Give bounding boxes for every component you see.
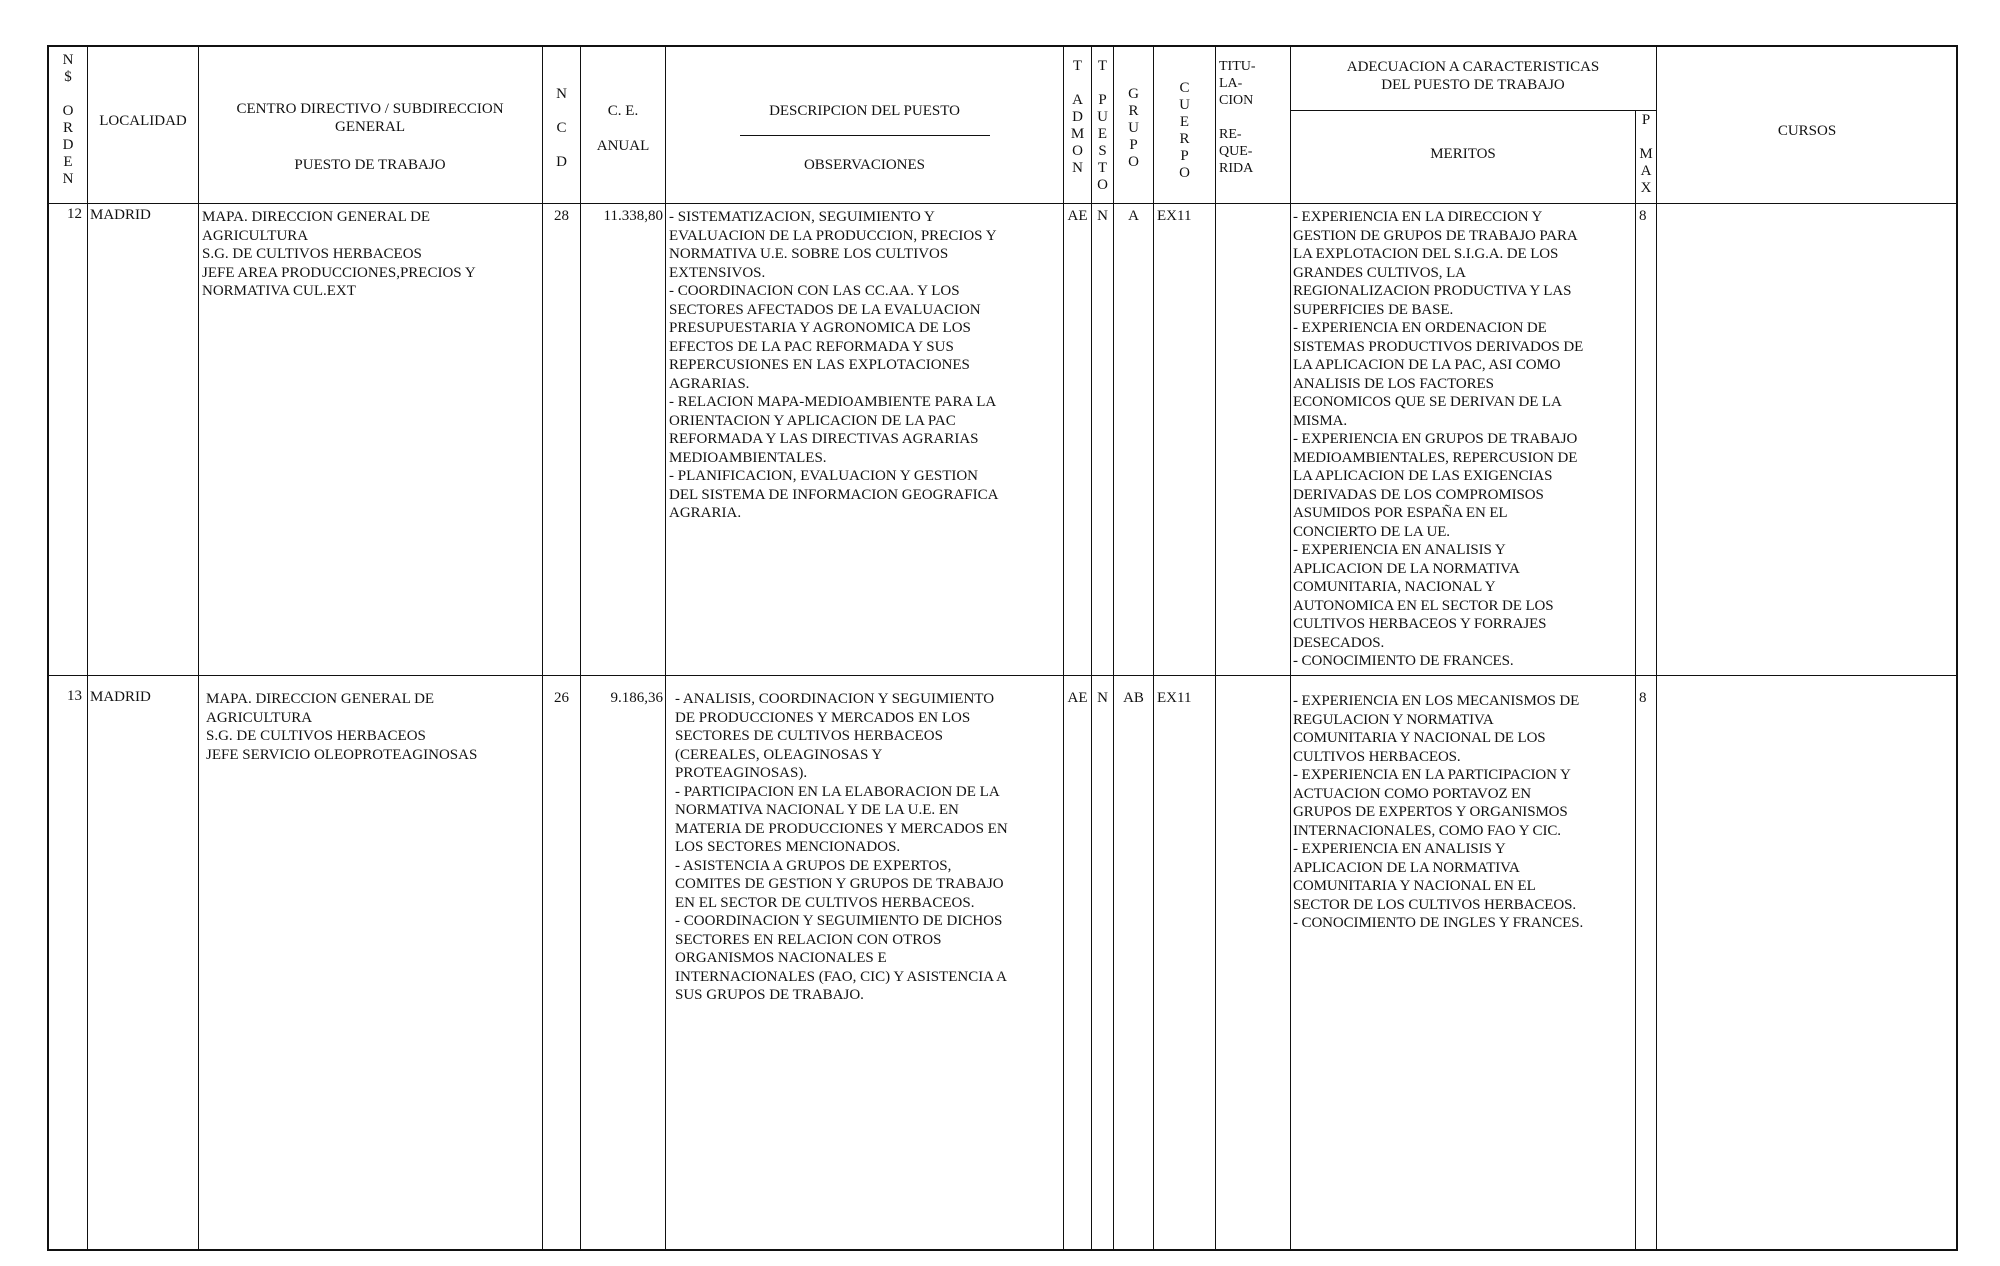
col-divider — [665, 45, 666, 1251]
header-meritos: MERITOS — [1430, 146, 1496, 162]
row-pmax: 8 — [1639, 208, 1647, 224]
row-tipo-admon: AE — [1067, 690, 1088, 706]
header-localidad: LOCALIDAD — [99, 113, 187, 129]
row-ce: 11.338,80 — [603, 208, 663, 224]
header-centro-directivo: CENTRO DIRECTIVO / SUBDIRECCION GENERAL — [236, 101, 504, 135]
row-descripcion: - ANALISIS, COORDINACION Y SEGUIMIENTO DE PRODUCCIONES Y MERCADOS EN LOS SECTORES DE CULTIVOS HERBACEOS (CEREALES, OLEAGINOSAS Y PROTEAGINOSAS). - PARTICIPACION EN LA ELABORACION DE LA NORMATIVA NACIONAL Y DE LA U.E. EN MATERIA DE PRODUCCIONES Y MERCADOS EN LOS SECTORES MENCIONADOS. - ASISTENCIA A GRUPOS DE EXPERTOS, COMITES DE GESTION Y GRUPOS DE TRABAJO EN EL SECTOR DE CULTIVOS HERBACEOS. - COORDINACION Y SEGUIMIENTO DE DICHOS SECTORES EN RELACION CON OTROS ORGANISMOS NACIONALES E INTERNACIONALES (FAO, CIC) Y ASISTENCIA A SUS GRUPOS DE TRABAJO. — [675, 691, 1008, 1003]
row-tipo-admon: AE — [1067, 208, 1088, 224]
row-tipo-puesto: N — [1097, 690, 1108, 706]
col-divider — [580, 45, 581, 1251]
row-divider — [1290, 110, 1656, 111]
row-localidad: MADRID — [90, 689, 151, 705]
header-observaciones: OBSERVACIONES — [803, 157, 926, 173]
row-ncd: 26 — [554, 690, 569, 706]
col-divider — [1091, 45, 1092, 1251]
col-divider — [1063, 45, 1064, 1251]
header-ncd: N C D — [556, 86, 567, 170]
header-pmax: P M A X — [1639, 112, 1653, 196]
row-divider — [47, 675, 1958, 676]
row-centro: MAPA. DIRECCION GENERAL DE AGRICULTURA S.G. DE CULTIVOS HERBACEOS JEFE AREA PRODUCCIONES,PRECIOS Y NORMATIVA CUL.EXT — [202, 209, 476, 299]
header-descripcion: DESCRIPCION DEL PUESTO — [769, 103, 960, 119]
header-grupo: G R U P O — [1128, 86, 1139, 170]
col-divider — [542, 45, 543, 1251]
col-divider — [1153, 45, 1154, 1251]
header-titulacion: TITU- LA- CION RE- QUE- RIDA — [1219, 59, 1256, 176]
row-grupo: A — [1128, 208, 1139, 224]
row-cuerpo: EX11 — [1157, 690, 1192, 706]
row-ncd: 28 — [554, 208, 569, 224]
col-divider — [1290, 45, 1291, 1251]
row-meritos: - EXPERIENCIA EN LA DIRECCION Y GESTION DE GRUPOS DE TRABAJO PARA LA EXPLOTACION DEL S.I.G.A. DE LOS GRANDES CULTIVOS, LA REGIONALIZACION PRODUCTIVA Y LAS SUPERFICIES DE BASE. - EXPERIENCIA EN ORDENACION DE SISTEMAS PRODUCTIVOS DERIVADOS DE LA APLICACION DE LA PAC, ASI COMO ANALISIS DE LOS FACTORES ECONOMICOS QUE SE DERIVAN DE LA MISMA. - EXPERIENCIA EN GRUPOS DE TRABAJO MEDIOAMBIENTALES, REPERCUSION DE LA APLICACION DE LAS EXIGENCIAS DERIVADAS DE LOS COMPROMISOS ASUMIDOS POR ESPAÑA EN EL CONCIERTO DE LA UE. - EXPERIENCIA EN ANALISIS Y APLICACION DE LA NORMATIVA COMUNITARIA, NACIONAL Y AUTONOMICA EN EL SECTOR DE LOS CULTIVOS HERBACEOS Y FORRAJES DESECADOS. - CONOCIMIENTO DE FRANCES. — [1293, 209, 1584, 669]
header-ce: C. E. — [607, 103, 639, 119]
row-divider — [47, 203, 1958, 204]
header-tipo-puesto: T P U E S T O — [1097, 58, 1108, 193]
col-divider — [198, 45, 199, 1251]
row-centro: MAPA. DIRECCION GENERAL DE AGRICULTURA S.G. DE CULTIVOS HERBACEOS JEFE SERVICIO OLEOPROTEAGINOSAS — [206, 691, 478, 763]
header-ce-anual: ANUAL — [596, 138, 650, 154]
row-tipo-puesto: N — [1097, 208, 1108, 224]
header-puesto-trabajo: PUESTO DE TRABAJO — [294, 157, 446, 173]
header-cuerpo: C U E R P O — [1179, 80, 1190, 181]
header-adecuacion: ADECUACION A CARACTERISTICAS DEL PUESTO DE TRABAJO — [1346, 59, 1600, 93]
row-meritos: - EXPERIENCIA EN LOS MECANISMOS DE REGULACION Y NORMATIVA COMUNITARIA Y NACIONAL DE LOS CULTIVOS HERBACEOS. - EXPERIENCIA EN LA PARTICIPACION Y ACTUACION COMO PORTAVOZ EN GRUPOS DE EXPERTOS Y ORGANISMOS INTERNACIONALES, COMO FAO Y CIC. - EXPERIENCIA EN ANALISIS Y APLICACION DE LA NORMATIVA COMUNITARIA Y NACIONAL EN EL SECTOR DE LOS CULTIVOS HERBACEOS. - CONOCIMIENTO DE INGLES Y FRANCES. — [1293, 693, 1584, 931]
row-orden: 12 — [67, 206, 82, 222]
row-localidad: MADRID — [90, 207, 151, 223]
header-separator — [740, 135, 990, 136]
row-grupo: AB — [1123, 690, 1144, 706]
header-tipo-admon: T A D M O N — [1070, 58, 1085, 176]
col-divider — [87, 45, 88, 1251]
row-cuerpo: EX11 — [1157, 208, 1192, 224]
row-descripcion: - SISTEMATIZACION, SEGUIMIENTO Y EVALUACION DE LA PRODUCCION, PRECIOS Y NORMATIVA U.E. SOBRE LOS CULTIVOS EXTENSIVOS. - COORDINACION CON LAS CC.AA. Y LOS SECTORES AFECTADOS DE LA EVALUACION PRESUPUESTARIA Y AGRONOMICA DE LOS EFECTOS DE LA PAC REFORMADA Y SUS REPERCUSIONES EN LAS EXPLOTACIONES AGRARIAS. - RELACION MAPA-MEDIOAMBIENTE PARA LA ORIENTACION Y APLICACION DE LA PAC REFORMADA Y LAS DIRECTIVAS AGRARIAS MEDIOAMBIENTALES. - PLANIFICACION, EVALUACION Y GESTION DEL SISTEMA DE INFORMACION GEOGRAFICA AGRARIA. — [669, 209, 999, 521]
row-orden: 13 — [67, 688, 82, 704]
col-divider — [1113, 45, 1114, 1251]
col-divider — [1635, 110, 1636, 1251]
col-divider — [1215, 45, 1216, 1251]
header-orden: N $ O R D E N — [62, 52, 74, 187]
row-ce: 9.186,36 — [610, 690, 663, 706]
col-divider — [1656, 45, 1657, 1251]
header-cursos: CURSOS — [1777, 123, 1837, 139]
row-pmax: 8 — [1639, 690, 1647, 706]
